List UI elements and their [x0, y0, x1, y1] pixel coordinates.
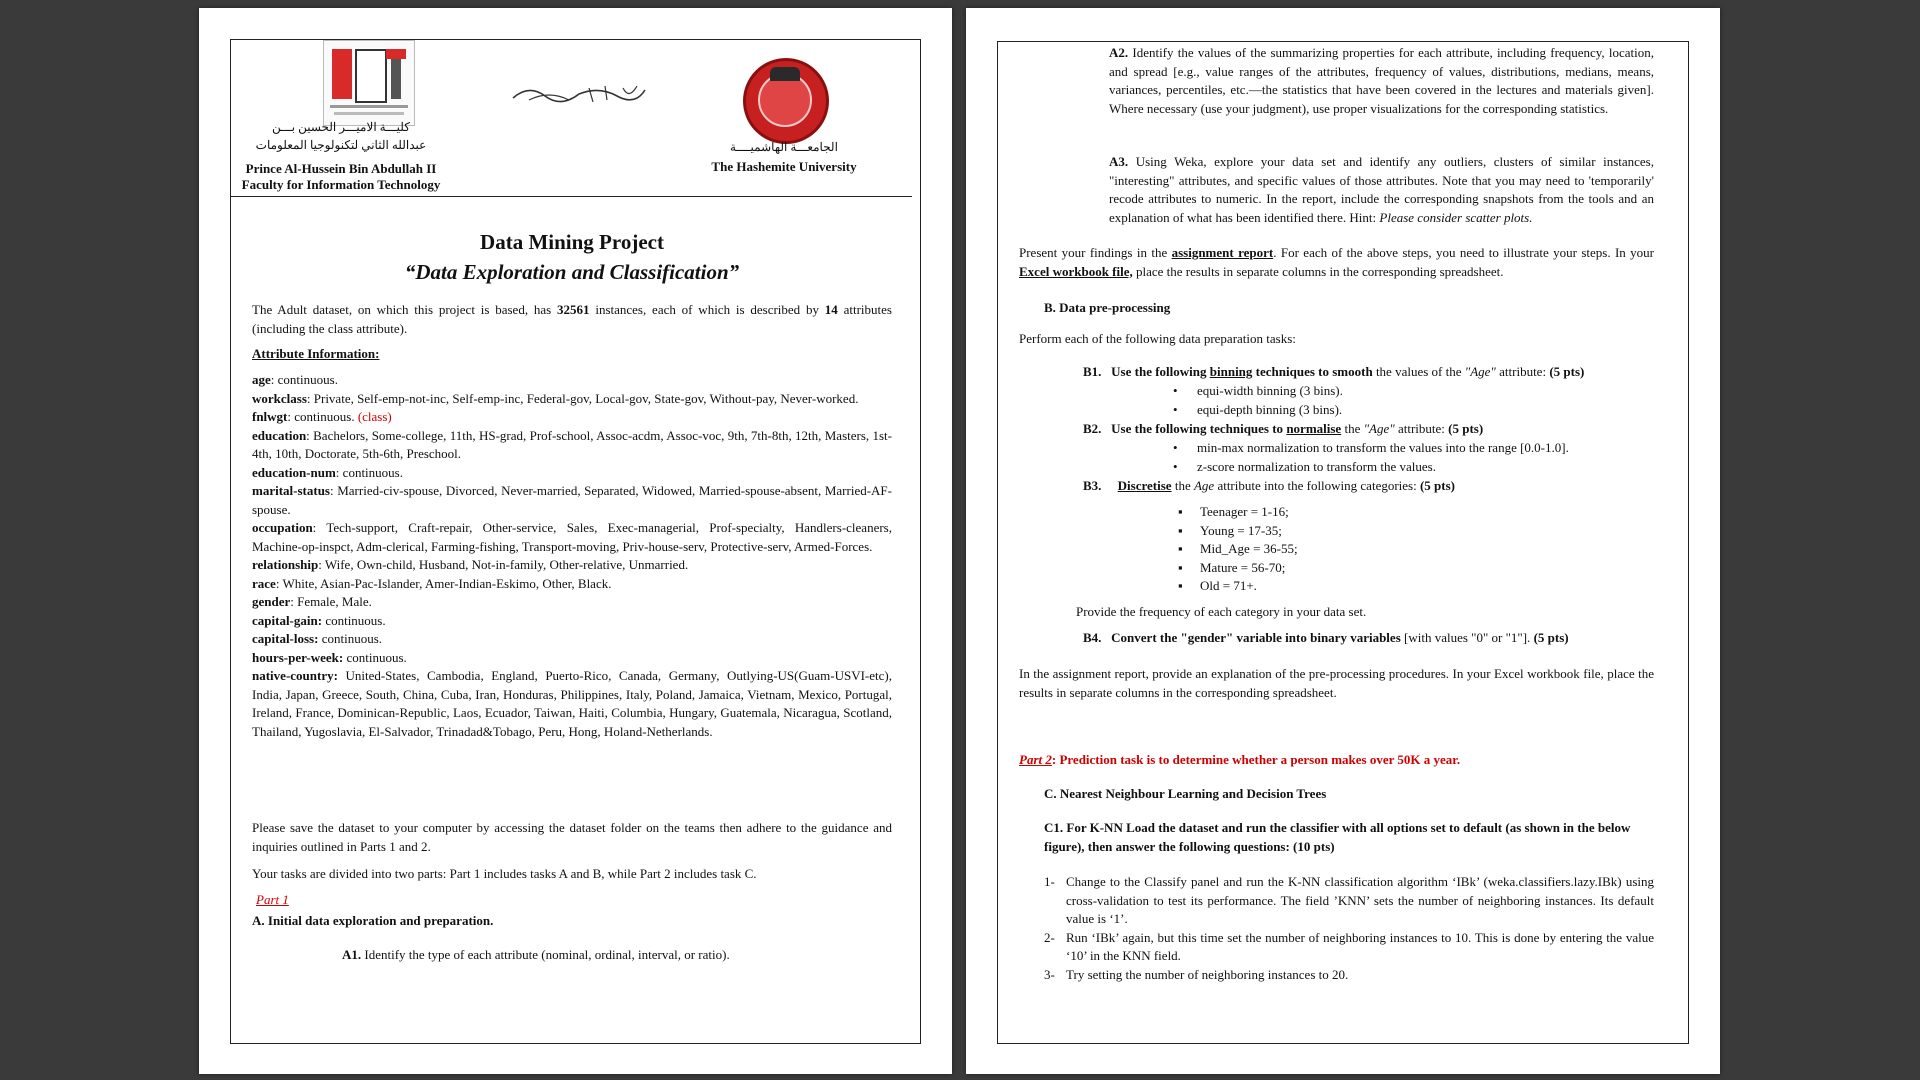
- assignment-report-term: assignment report: [1171, 245, 1274, 260]
- part2-text: : Prediction task is to determine whether a person makes over 50K a year.: [1051, 752, 1461, 767]
- task-b2-text-3: attribute:: [1394, 421, 1449, 436]
- age-term: "Age": [1363, 421, 1395, 436]
- header-divider: [230, 196, 912, 197]
- task-b1-text-3: the values of the: [1372, 364, 1465, 379]
- task-b1-text-2: techniques to smooth: [1252, 364, 1373, 379]
- bullet-icon: •: [1173, 440, 1178, 455]
- instance-count: 32561: [557, 302, 590, 317]
- attribute-separator: :: [306, 390, 314, 406]
- attribute-item: [252, 408, 892, 427]
- task-a3: [1109, 153, 1654, 227]
- attribute-item: [252, 649, 892, 668]
- document-page-2: [966, 8, 1720, 1074]
- task-b3-text-2: attribute into the following categories:: [1214, 478, 1420, 493]
- intro-paragraph: [252, 301, 892, 338]
- attribute-name: education-num: [252, 464, 336, 480]
- list-item: [1178, 522, 1298, 541]
- attribute-item: [252, 464, 892, 483]
- attribute-item: [252, 519, 892, 556]
- faculty-name-arabic-2: عبدالله الثاني لتكنولوجيا المعلومات: [255, 138, 427, 152]
- list-item-text: Young = 17-35;: [1200, 522, 1282, 538]
- present-text-1: Present your findings in the: [1019, 245, 1172, 260]
- task-b3-points: (5 pts): [1419, 478, 1455, 493]
- task-b4-points: (5 pts): [1533, 630, 1569, 645]
- attribute-item: [252, 612, 892, 631]
- attribute-separator: :: [270, 372, 278, 387]
- discretise-term: Discretise: [1117, 478, 1172, 493]
- document-subtitle: “Data Exploration and Classification”: [404, 260, 740, 284]
- frequency-instruction: Provide the frequency of each category in your data set.: [1076, 604, 1367, 619]
- task-a3-hint: Please consider scatter plots.: [1379, 209, 1533, 225]
- bullet-icon: ▪: [1178, 504, 1183, 519]
- attribute-values: Female, Male.: [297, 594, 372, 609]
- task-c1: C1. For K-NN Load the dataset and run the classifier with all options set to default (as shown in the below figure), then answer the following questions: (10 pts): [1044, 820, 1631, 854]
- list-item-text: Old = 71+.: [1200, 578, 1257, 593]
- question-text: Try setting the number of neighboring instances to 20.: [1066, 966, 1349, 982]
- attribute-list: [252, 371, 892, 741]
- attribute-heading: Attribute Information:: [252, 346, 380, 361]
- attribute-name: native-country:: [252, 668, 338, 683]
- question-number: 1-: [1044, 874, 1055, 889]
- task-b4-text-2: [with values "0" or "1"].: [1400, 630, 1534, 645]
- task-b4: [1083, 629, 1663, 648]
- list-item: [1173, 382, 1343, 401]
- attribute-item: [252, 482, 892, 519]
- question-text: Change to the Classify panel and run the K-NN classification algorithm ‘IBk’ (weka.classifiers.lazy.IBk) using cross-validation to test its performance. The field ’KNN’ sets the number of neighboring instances. Its default value is ‘1’.: [1066, 874, 1654, 926]
- list-item-text: equi-depth binning (3 bins).: [1197, 401, 1343, 417]
- attribute-name: capital-loss:: [252, 631, 319, 646]
- preprocessing-note: In the assignment report, provide an explanation of the pre-processing procedures. In your Excel workbook file, place the results in separate columns in the corresponding spreadsheet.: [1019, 666, 1654, 700]
- attribute-separator: :: [306, 427, 314, 443]
- task-b4-label: B4.: [1083, 630, 1102, 645]
- question-number: 2-: [1044, 929, 1055, 945]
- bullet-icon: •: [1173, 458, 1178, 474]
- task-b2-label: B2.: [1083, 421, 1102, 436]
- task-b1-points: (5 pts): [1549, 364, 1585, 379]
- task-a3-text: Using Weka, explore your data set and identify any outliers, clusters of similar instances, "interesting" attributes, and specific values of those attributes. Note that you may need to 'temporarily' recode attributes to numeric. In the report, include the corresponding snapshots from the tools and an explanation of what has been identified there. Hint:: [1109, 154, 1654, 225]
- task-b2: [1083, 420, 1663, 439]
- attribute-item: [252, 556, 892, 575]
- bullet-icon: ▪: [1178, 559, 1183, 575]
- attribute-separator: :: [330, 483, 338, 498]
- tasks-note: Your tasks are divided into two parts: Part 1 includes tasks A and B, while Part 2 includes task C.: [252, 866, 757, 881]
- faculty-name-english-1: Prince Al-Hussein Bin Abdullah II: [245, 161, 437, 176]
- attribute-separator: :: [335, 464, 343, 480]
- attribute-values: Married-civ-spouse, Divorced, Never-married, Separated, Widowed, Married-spouse-absent, Married-AF-spouse.: [252, 483, 892, 517]
- attribute-count: 14: [824, 302, 838, 317]
- it-faculty-logo-icon: [323, 40, 415, 126]
- task-a2-label: A2.: [1109, 45, 1129, 60]
- attribute-separator: :: [318, 557, 325, 572]
- task-a2-text: Identify the values of the summarizing properties for each attribute, including frequency, location, and spread [e.g., value ranges of the attributes, frequency of values, distributions, medians, means, variances, percentiles, etc.—the statistics that have been covered in the lectures and materials given]. Where necessary (use your judgment), use proper visualizations for the corresponding statistics.: [1109, 45, 1654, 116]
- task-b1-text-4: attribute:: [1495, 364, 1550, 379]
- attribute-item: [252, 667, 892, 741]
- attribute-name: race: [252, 575, 276, 591]
- document-title: Data Mining Project: [480, 230, 664, 254]
- normalise-term: normalise: [1286, 421, 1342, 436]
- section-c-heading: C. Nearest Neighbour Learning and Decision Trees: [1044, 786, 1327, 801]
- faculty-name-english-2: Faculty for Information Technology: [241, 177, 441, 192]
- attribute-name: education: [252, 427, 307, 443]
- attribute-name: occupation: [252, 520, 313, 535]
- attribute-separator: :: [275, 575, 283, 591]
- age-term: Age: [1193, 478, 1215, 493]
- b3-category-list: [1178, 503, 1298, 596]
- attribute-item: [252, 575, 892, 594]
- part2-heading: [1019, 751, 1460, 770]
- question-text: Run ‘IBk’ again, but this time set the number of neighboring instances to 10. This is done by entering the value ‘10’ in the KNN field.: [1066, 929, 1654, 963]
- attribute-name: age: [252, 372, 271, 387]
- task-b1-text-1: Use the following: [1111, 364, 1210, 379]
- list-item-text: Mid_Age = 36-55;: [1200, 541, 1298, 556]
- attribute-item: [252, 427, 892, 464]
- attribute-values: Private, Self-emp-not-inc, Self-emp-inc, Federal-gov, Local-gov, State-gov, Without-pay, Never-worked.: [313, 390, 859, 406]
- task-b1: [1083, 363, 1663, 382]
- bullet-icon: ▪: [1178, 578, 1183, 593]
- attribute-values: Bachelors, Some-college, 11th, HS-grad, Prof-school, Assoc-acdm, Assoc-voc, 9th, 7th-8th, 12th, Masters, 1st-4th, 10th, Doctorate, 5th-6th, Preschool.: [252, 427, 892, 461]
- attribute-name: capital-gain:: [252, 612, 323, 628]
- attribute-values: continuous.: [342, 464, 403, 480]
- bullet-icon: ▪: [1178, 541, 1183, 556]
- list-item: [1178, 540, 1298, 559]
- list-item-text: equi-width binning (3 bins).: [1197, 383, 1343, 398]
- task-a2: [1109, 44, 1654, 118]
- task-a1-label: A1.: [342, 947, 362, 962]
- faculty-name-arabic-1: كليـــة الاميـــر الحسين بـــن: [272, 120, 410, 134]
- question-number: 3-: [1044, 966, 1055, 982]
- attribute-values: continuous.: [277, 372, 338, 387]
- intro-text-3: attributes (including the class attribute).: [252, 302, 892, 336]
- university-name-arabic: الجامعـــة الهاشميــــة: [730, 140, 838, 154]
- b2-list: [1173, 439, 1569, 476]
- excel-workbook-term: Excel workbook file,: [1019, 263, 1133, 279]
- task-b3-text-1: the: [1171, 478, 1194, 493]
- list-item: [1173, 401, 1343, 420]
- attribute-separator: :: [290, 594, 298, 609]
- save-note: Please save the dataset to your computer by accessing the dataset folder on the teams then adhere to the guidance and inquiries outlined in Parts 1 and 2.: [252, 820, 892, 854]
- attribute-item: [252, 390, 892, 409]
- university-name-english: The Hashemite University: [711, 159, 857, 174]
- attribute-values: continuous.: [321, 631, 383, 646]
- intro-text-2: instances, each of which is described by: [589, 302, 825, 317]
- list-item: [1173, 458, 1569, 477]
- task-b2-points: (5 pts): [1448, 421, 1484, 436]
- task-b1-label: B1.: [1083, 364, 1102, 379]
- attribute-values: Wife, Own-child, Husband, Not-in-family, Other-relative, Unmarried.: [324, 557, 689, 572]
- binning-term: binning: [1209, 364, 1253, 379]
- attribute-item: [252, 593, 892, 612]
- task-b2-text-2: the: [1341, 421, 1364, 436]
- class-marker: (class): [357, 409, 392, 424]
- task-b4-text-1: Convert the "gender" variable into binary variables: [1111, 630, 1401, 645]
- attribute-separator: :: [312, 520, 327, 535]
- attribute-item: [252, 371, 892, 390]
- task-b3-label: B3.: [1083, 478, 1102, 493]
- list-item: [1178, 559, 1298, 578]
- task-a1: [342, 946, 730, 965]
- b1-list: [1173, 382, 1343, 419]
- attribute-values: United-States, Cambodia, England, Puerto-Rico, Canada, Germany, Outlying-US(Guam-USVI-etc), India, Japan, Greece, South, China, Cuba, Iran, Honduras, Philippines, Italy, Poland, Jamaica, Vietnam, Mexico, Portugal, Ireland, France, Dominican-Republic, Laos, Ecuador, Taiwan, Haiti, Columbia, Hungary, Guatemala, Nicaragua, Scotland, Thailand, Yugoslavia, El-Salvador, Trinadad&Tobago, Peru, Hong, Holand-Netherlands.: [252, 668, 892, 739]
- intro-text-1: The Adult dataset, on which this project is based, has: [252, 302, 558, 317]
- list-item: [1173, 439, 1569, 458]
- basmala-calligraphy-icon: [509, 80, 649, 106]
- attribute-name: fnlwgt: [252, 409, 288, 424]
- hashemite-university-seal-icon: [743, 58, 829, 144]
- attribute-name: relationship: [252, 557, 319, 572]
- present-text-2: . For each of the above steps, you need to illustrate your steps. In your: [1273, 245, 1654, 260]
- attribute-name: gender: [252, 594, 291, 609]
- task-a1-text: Identify the type of each attribute (nominal, ordinal, interval, or ratio).: [361, 947, 730, 962]
- bullet-icon: •: [1173, 383, 1178, 398]
- attribute-name: hours-per-week:: [252, 649, 344, 665]
- part2-label: Part 2: [1019, 752, 1052, 767]
- document-page-1: [199, 8, 952, 1074]
- c1-question-list: [1044, 873, 1654, 984]
- question-item: [1044, 929, 1654, 966]
- present-findings-paragraph: [1019, 244, 1654, 281]
- list-item-text: Teenager = 1-16;: [1200, 504, 1289, 519]
- question-item: [1044, 873, 1654, 929]
- task-a3-label: A3.: [1109, 154, 1129, 169]
- section-b-heading: B. Data pre-processing: [1044, 300, 1171, 315]
- attribute-values: Tech-support, Craft-repair, Other-service, Sales, Exec-managerial, Prof-specialty, Handlers-cleaners, Machine-op-inspct, Adm-clerical, Farming-fishing, Transport-moving, Priv-house-serv, Protective-serv, Armed-Forces.: [252, 520, 892, 554]
- question-item: [1044, 966, 1654, 985]
- present-text-3: place the results in separate columns in the corresponding spreadsheet.: [1132, 263, 1504, 279]
- list-item-text: min-max normalization to transform the values into the range [0.0-1.0].: [1197, 440, 1569, 455]
- attribute-values: continuous.: [325, 612, 386, 628]
- perform-instruction: Perform each of the following data preparation tasks:: [1019, 331, 1296, 346]
- attribute-values: White, Asian-Pac-Islander, Amer-Indian-Eskimo, Other, Black.: [282, 575, 612, 591]
- attribute-name: marital-status: [252, 483, 330, 498]
- attribute-separator: :: [287, 409, 295, 424]
- list-item-text: Mature = 56-70;: [1200, 559, 1286, 575]
- task-b3: [1083, 477, 1663, 496]
- section-a-heading: A. Initial data exploration and preparation.: [252, 913, 494, 928]
- attribute-item: [252, 630, 892, 649]
- attribute-values: continuous.: [346, 649, 407, 665]
- bullet-icon: ▪: [1178, 522, 1183, 538]
- part1-label: Part 1: [256, 892, 289, 907]
- attribute-values: continuous.: [294, 409, 358, 424]
- attribute-name: workclass: [252, 390, 307, 406]
- list-item: [1178, 503, 1298, 522]
- list-item-text: z-score normalization to transform the values.: [1197, 458, 1436, 474]
- list-item: [1178, 577, 1298, 596]
- age-term: "Age": [1464, 364, 1496, 379]
- bullet-icon: •: [1173, 401, 1178, 417]
- task-b2-text-1: Use the following techniques to: [1111, 421, 1287, 436]
